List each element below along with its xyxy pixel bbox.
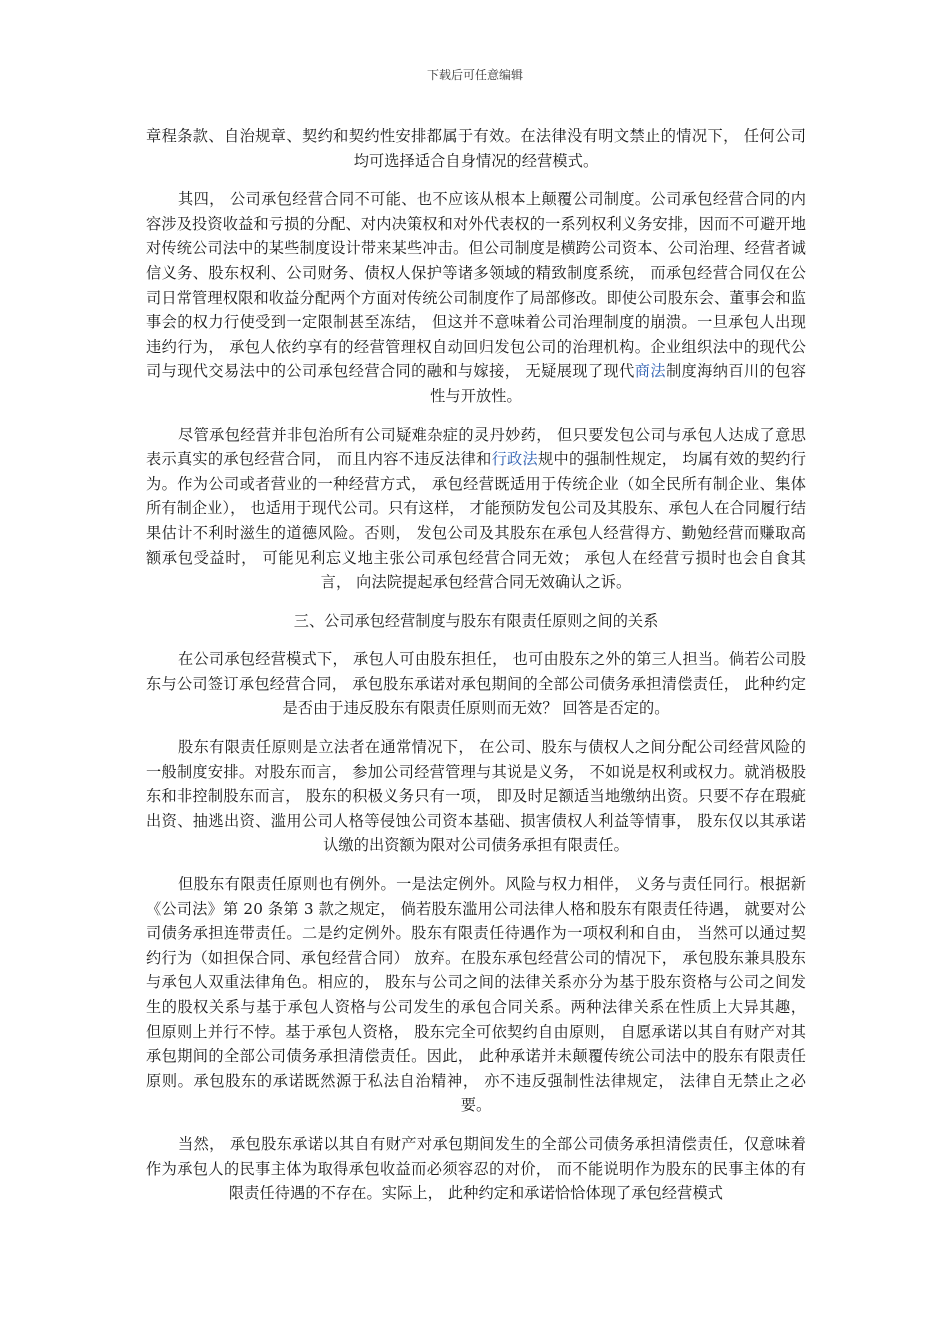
paragraph-text: 其四， 公司承包经营合同不可能、也不应该从根本上颠覆公司制度。公司承包经营合同的内容涉及投资收益和亏损的分配、对内决策权和对外代表权的一系列权利义务安排，因而不可避开地对传统公司法中的某些制度设计带来某些冲击。但公司制度是横跨公司资本、公司治理、经营者诚信义务、股东权利、公司财务、债权人保护等诸多领域的精致制度系统， 而承包经营合同仅在公司日常管理权限和收益分配两个方面对传统公司制度作了局部修改。即使公司股东会、董事会和监事会的权力行使受到一定限制甚至冻结， 但这并不意味着公司治理制度的崩溃。一旦承包人出现违约行为， 承包人依约享有的经营管理权自动回归发包公司的治理机构。企业组织法中的现代公司与现代交易法中的公司承包经营合同的融和与嫁接， 无疑展现了现代 xyxy=(146,190,806,381)
paragraph xyxy=(146,423,806,595)
shangfa-link[interactable]: 商法 xyxy=(634,362,666,381)
paragraph xyxy=(146,124,806,173)
paragraph xyxy=(146,735,806,858)
paragraph xyxy=(146,187,806,408)
paragraph-text: 制度海纳百川的包容性与开放性。 xyxy=(430,362,806,405)
paragraph xyxy=(146,872,806,1118)
document-body xyxy=(146,124,806,1220)
page-header: 下载后可任意编辑 xyxy=(426,68,523,82)
paragraph-text: 章程条款、自治规章、契约和契约性安排都属于有效。在法律没有明文禁止的情况下， 任何公司均可选择适合自身情况的经营模式。 xyxy=(146,127,806,170)
section-heading: 三、公司承包经营制度与股东有限责任原则之间的关系 xyxy=(293,611,659,630)
paragraph-text: 尽管承包经营并非包治所有公司疑难杂症的灵丹妙药， 但只要发包公司与承包人达成了意思表示真实的承包经营合同， 而且内容不违反法律和 xyxy=(146,425,806,469)
paragraph-text: 当然， 承包股东承诺以其自有财产对承包期间发生的全部公司债务承担清偿责任，仅意味着作为承包人的民事主体为取得承包收益而必须容忍的对价， 而不能说明作为股东的民事主体的有限责任待遇的不存在。实际上， 此种约定和承诺恰恰体现了承包经营模式 xyxy=(146,1134,806,1203)
paragraph-text: 在公司承包经营模式下， 承包人可由股东担任， 也可由股东之外的第三人担当。倘若公司股东与公司签订承包经营合同， 承包股东承诺对承包期间的全部公司债务承担清偿责任， 此种约定是否由于违反股东有限责任原则而无效？ 回答是否定的。 xyxy=(146,650,806,718)
paragraph-text: 规中的强制性规定， 均属有效的契约行为。作为公司或者营业的一种经营方式， 承包经营既适用于传统企业（如全民所有制企业、集体所有制企业）， 也适用于现代公司。只有这样， 才能预防发包公司及其股东、承包人在合同履行结果估计不利时滋生的道德风险。否则， 发包公司及其股东在承包人经营得方、勤勉经营而赚取高额承包受益时， 可能见利忘义地主张公司承包经营合同无效； 承包人在经营亏损时也会自食其言， 向法院提起承包经营合同无效确认之诉。 xyxy=(146,450,806,592)
paragraph-text: 但股东有限责任原则也有例外。一是法定例外。风险与权力相伴， 义务与责任同行。根据新《公司法》第 20 条第 3 款之规定， 倘若股东滥用公司法律人格和股东有限责任待遇， 就要对公司债务承担连带责任。二是约定例外。股东有限责任待遇作为一项权利和自由， 当然可以通过契约行为（如担保合同、承包经营合同） 放弃。在股东承包经营公司的情况下， 承包股东兼具股东与承包人双重法律角色。相应的， 股东与公司之间的法律关系亦分为基于股东资格与公司之间发生的股权关系与基于承包人资格与公司发生的承包合同关系。两种法律关系在性质上大异其趣， 但原则上并行不悖。基于承包人资格， 股东完全可依契约自由原则， 自愿承诺以其自有财产对其承包期间的全部公司债务承担清偿责任。因此， 此种承诺并未颠覆传统公司法中的股东有限责任原则。承包股东的承诺既然源于私法自治精神， 亦不违反强制性法律规定， 法律自无禁止之必要。 xyxy=(146,875,806,1115)
xingzhengfa-link[interactable]: 行政法 xyxy=(491,450,538,469)
paragraph-text: 股东有限责任原则是立法者在通常情况下， 在公司、股东与债权人之间分配公司经营风险的一般制度安排。对股东而言， 参加公司经营管理与其说是义务， 不如说是权利或权力。就消极股东和非控制股东而言， 股东的积极义务只有一项， 即及时足额适当地缴纳出资。只要不存在瑕疵出资、抽逃出资、滥用公司人格等侵蚀公司资本基础、损害债权人利益等情事， 股东仅以其承诺认缴的出资额为限对公司债务承担有限责任。 xyxy=(146,738,806,855)
paragraph xyxy=(146,647,806,721)
paragraph xyxy=(146,1132,806,1206)
